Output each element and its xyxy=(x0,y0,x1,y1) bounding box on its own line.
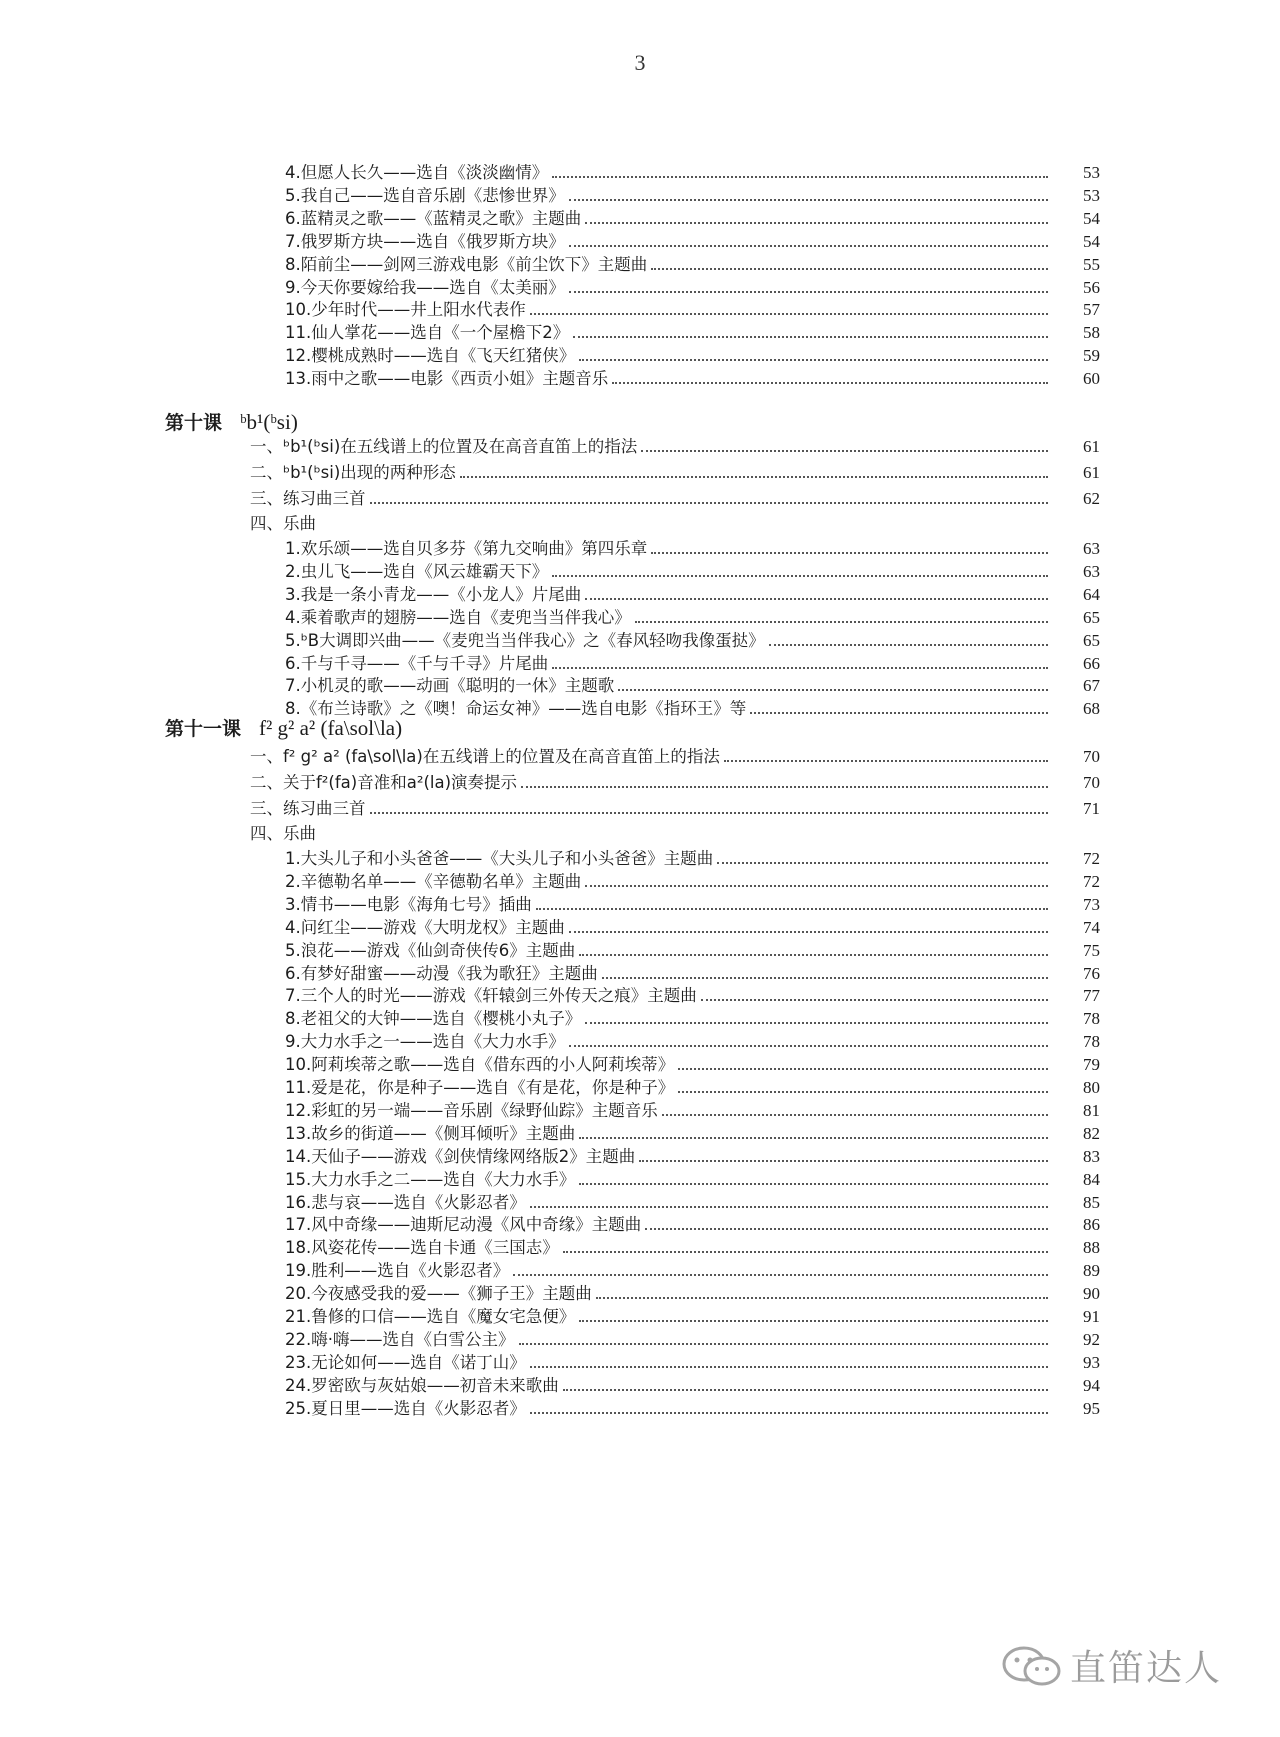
leader-dots xyxy=(596,1296,1048,1299)
leader-dots xyxy=(563,1388,1048,1391)
entry-title: 三、练习曲三首 xyxy=(250,488,366,508)
entry-title: 20.今夜感受我的爱——《狮子王》主题曲 xyxy=(285,1284,592,1304)
entry-title: 12.彩虹的另一端——音乐剧《绿野仙踪》主题音乐 xyxy=(285,1100,658,1120)
entry-title: 11.仙人掌花——选自《一个屋檐下2》 xyxy=(285,323,570,343)
page-ref: 84 xyxy=(1083,1169,1100,1189)
page-ref: 61 xyxy=(1083,437,1100,456)
page-ref: 54 xyxy=(1083,208,1100,228)
leader-dots xyxy=(651,267,1048,270)
leader-dots xyxy=(536,907,1048,910)
leader-dots xyxy=(569,930,1048,933)
page-ref: 81 xyxy=(1083,1100,1100,1120)
entry-title: 13.雨中之歌——电影《西贡小姐》主题音乐 xyxy=(285,369,609,389)
toc-section xyxy=(250,508,1100,534)
entry-title: 一、f² g² a² (fa\sol\la)在五线谱上的位置及在高音直笛上的指法 xyxy=(250,747,720,766)
page-ref: 89 xyxy=(1083,1261,1100,1281)
page-ref: 72 xyxy=(1083,871,1100,891)
page-ref: 90 xyxy=(1083,1284,1100,1304)
page-ref: 53 xyxy=(1083,163,1100,182)
leader-dots xyxy=(530,1411,1048,1414)
entry-title: 6.蓝精灵之歌——《蓝精灵之歌》主题曲 xyxy=(285,208,582,228)
leader-dots xyxy=(724,759,1048,762)
leader-dots xyxy=(579,953,1048,956)
page-ref: 65 xyxy=(1083,607,1100,627)
entry-title: 10.阿莉埃蒂之歌——选自《借东西的小人阿莉埃蒂》 xyxy=(285,1055,675,1075)
lesson-title: 第十课 xyxy=(165,412,223,434)
page-ref: 70 xyxy=(1083,747,1100,766)
toc-section xyxy=(250,767,1100,793)
leader-dots xyxy=(701,998,1048,1001)
leader-dots xyxy=(651,551,1048,554)
page-ref: 88 xyxy=(1083,1238,1100,1258)
leader-dots xyxy=(563,1250,1048,1253)
toc-section xyxy=(250,793,1100,819)
lesson-note: f² g² a² (fa\sol\la) xyxy=(259,716,403,740)
page-ref: 86 xyxy=(1083,1215,1100,1235)
entry-title: 6.千与千寻——《千与千寻》片尾曲 xyxy=(285,653,549,673)
lesson-title: 第十一课 xyxy=(165,718,242,740)
leader-dots xyxy=(370,501,1049,504)
entry-title: 1.大头儿子和小头爸爸——《大头儿子和小头爸爸》主题曲 xyxy=(285,849,714,868)
toc-section xyxy=(250,818,1100,844)
entry-title: 15.大力水手之二——选自《大力水手》 xyxy=(285,1169,576,1189)
entry-title: 25.夏日里——选自《火影忍者》 xyxy=(285,1398,526,1418)
page-ref: 93 xyxy=(1083,1352,1100,1372)
page-ref: 68 xyxy=(1083,699,1100,719)
entry-title: 12.樱桃成熟时——选自《飞天红猪侠》 xyxy=(285,346,576,366)
entry-title: 23.无论如何——选自《诺丁山》 xyxy=(285,1352,526,1372)
toc-entry xyxy=(285,693,1100,719)
entry-title: 三、练习曲三首 xyxy=(250,798,366,818)
entry-title: 24.罗密欧与灰姑娘——初音未来歌曲 xyxy=(285,1375,559,1395)
page-ref: 92 xyxy=(1083,1329,1100,1349)
entry-title: 14.天仙子——游戏《剑侠情缘网络版2》主题曲 xyxy=(285,1146,636,1166)
wechat-icon xyxy=(1000,1644,1064,1688)
page-ref: 91 xyxy=(1083,1307,1100,1326)
entry-title: 5.浪花——游戏《仙剑奇侠传6》主题曲 xyxy=(285,940,576,960)
entry-title: 二、关于f²(fa)音准和a²(la)演奏提示 xyxy=(250,772,518,792)
page-ref: 78 xyxy=(1083,1032,1100,1052)
toc-entry xyxy=(285,363,1100,389)
leader-dots xyxy=(585,884,1048,887)
entry-title: 5.我自己——选自音乐剧《悲惨世界》 xyxy=(285,185,565,205)
page-ref: 80 xyxy=(1083,1078,1100,1097)
entry-title: 17.风中奇缘——迪斯尼动漫《风中奇缘》主题曲 xyxy=(285,1215,642,1235)
entry-title: 10.少年时代——井上阳水代表作 xyxy=(285,300,526,320)
entry-title: 7.俄罗斯方块——选自《俄罗斯方块》 xyxy=(285,231,565,251)
page-ref: 94 xyxy=(1083,1375,1100,1395)
leader-dots xyxy=(618,688,1048,691)
leader-dots xyxy=(579,1136,1048,1139)
leader-dots xyxy=(513,1273,1048,1276)
entry-title: 21.鲁修的口信——选自《魔女宅急便》 xyxy=(285,1307,576,1326)
entry-title: 8.老祖父的大钟——选自《樱桃小丸子》 xyxy=(285,1009,582,1029)
page-ref: 61 xyxy=(1083,462,1100,482)
page-ref: 59 xyxy=(1083,346,1100,366)
entry-title: 8.陌前尘——剑网三游戏电影《前尘饮下》主题曲 xyxy=(285,254,648,274)
page-ref: 55 xyxy=(1083,254,1100,274)
entry-title: 22.嗨·嗨——选自《白雪公主》 xyxy=(285,1329,515,1349)
page-ref: 67 xyxy=(1083,676,1100,696)
leader-dots xyxy=(552,666,1048,669)
leader-dots xyxy=(641,449,1048,452)
entry-title: 4.问红尘——游戏《大明龙权》主题曲 xyxy=(285,917,565,937)
leader-dots xyxy=(460,475,1048,478)
entry-title: 四、乐曲 xyxy=(250,514,316,534)
entry-title: 19.胜利——选自《火影忍者》 xyxy=(285,1261,510,1281)
page-ref: 74 xyxy=(1083,917,1100,937)
entry-title: 7.三个人的时光——游戏《轩辕剑三外传天之痕》主题曲 xyxy=(285,986,697,1006)
page-ref: 79 xyxy=(1083,1055,1100,1075)
entry-title: 3.情书——电影《海角七号》插曲 xyxy=(285,894,532,914)
leader-dots xyxy=(530,312,1048,315)
watermark xyxy=(1000,1640,1222,1691)
leader-dots xyxy=(569,244,1048,247)
page-ref: 65 xyxy=(1083,630,1100,650)
leader-dots xyxy=(602,976,1048,979)
leader-dots xyxy=(635,620,1048,623)
page-ref: 53 xyxy=(1083,185,1100,205)
lesson-11-heading xyxy=(165,711,402,741)
page-ref: 73 xyxy=(1083,894,1100,914)
leader-dots xyxy=(530,1365,1048,1368)
entry-title: 一、ᵇb¹(ᵇsi)在五线谱上的位置及在高音直笛上的指法 xyxy=(250,437,638,456)
entry-title: 4.但愿人长久——选自《淡淡幽情》 xyxy=(285,163,549,182)
entry-title: 6.有梦好甜蜜——动漫《我为歌狂》主题曲 xyxy=(285,963,598,983)
page-ref: 83 xyxy=(1083,1146,1100,1166)
leader-dots xyxy=(678,1090,1048,1093)
leader-dots xyxy=(569,290,1048,293)
lesson-note: ᵇb¹(ᵇsi) xyxy=(240,410,298,434)
page-ref: 71 xyxy=(1083,798,1100,818)
page-ref: 70 xyxy=(1083,772,1100,792)
toc-section xyxy=(250,483,1100,509)
leader-dots xyxy=(717,861,1048,864)
page-ref: 75 xyxy=(1083,940,1100,960)
leader-dots xyxy=(769,643,1048,646)
leader-dots xyxy=(612,381,1048,384)
leader-dots xyxy=(569,198,1048,201)
leader-dots xyxy=(750,711,1048,714)
entry-title: 18.风姿花传——选自卡通《三国志》 xyxy=(285,1238,559,1258)
leader-dots xyxy=(585,597,1048,600)
leader-dots xyxy=(645,1227,1048,1230)
leader-dots xyxy=(370,811,1049,814)
page-ref: 66 xyxy=(1083,653,1100,673)
page-ref: 72 xyxy=(1083,849,1100,868)
leader-dots xyxy=(579,1182,1048,1185)
leader-dots xyxy=(579,358,1048,361)
entry-title: 3.我是一条小青龙——《小龙人》片尾曲 xyxy=(285,584,582,604)
entry-title: 13.故乡的街道——《侧耳倾听》主题曲 xyxy=(285,1123,576,1143)
entry-title: 16.悲与哀——选自《火影忍者》 xyxy=(285,1192,526,1212)
entry-title: 2.辛德勒名单——《辛德勒名单》主题曲 xyxy=(285,871,582,891)
toc-section xyxy=(250,741,1100,767)
leader-dots xyxy=(579,1319,1048,1322)
entry-title: 9.大力水手之一——选自《大力水手》 xyxy=(285,1032,565,1052)
page-ref: 54 xyxy=(1083,231,1100,251)
toc-section xyxy=(250,457,1100,483)
page-ref: 57 xyxy=(1083,300,1100,320)
page-ref: 77 xyxy=(1083,986,1100,1006)
page-ref: 62 xyxy=(1083,488,1100,508)
watermark-text: 直笛达人 xyxy=(1070,1648,1223,1689)
page-ref: 95 xyxy=(1083,1398,1100,1418)
page-ref: 56 xyxy=(1083,277,1100,297)
leader-dots xyxy=(552,175,1048,178)
leader-dots xyxy=(639,1159,1048,1162)
entry-title: 1.欢乐颂——选自贝多芬《第九交响曲》第四乐章 xyxy=(285,539,648,558)
page-ref: 63 xyxy=(1083,561,1100,581)
entry-title: 5.ᵇB大调即兴曲——《麦兜当当伴我心》之《春风轻吻我像蛋挞》 xyxy=(285,630,765,650)
page-number: 3 xyxy=(634,50,646,75)
leader-dots xyxy=(678,1067,1048,1070)
entry-title: 四、乐曲 xyxy=(250,824,316,844)
toc-section xyxy=(250,431,1100,457)
page-ref: 85 xyxy=(1083,1192,1100,1212)
leader-dots xyxy=(585,221,1048,224)
leader-dots xyxy=(521,785,1048,788)
entry-title: 4.乘着歌声的翅膀——选自《麦兜当当伴我心》 xyxy=(285,607,631,627)
page-ref: 60 xyxy=(1083,369,1100,389)
leader-dots xyxy=(530,1205,1048,1208)
entry-title: 2.虫儿飞——选自《风云雄霸天下》 xyxy=(285,561,549,581)
entry-title: 8.《布兰诗歌》之《噢！命运女神》——选自电影《指环王》等 xyxy=(285,699,747,719)
entry-title: 二、ᵇb¹(ᵇsi)出现的两种形态 xyxy=(250,462,456,482)
toc-entry xyxy=(285,1393,1100,1419)
page-ref: 76 xyxy=(1083,963,1100,983)
leader-dots xyxy=(662,1113,1048,1116)
page-ref: 82 xyxy=(1083,1123,1100,1143)
leader-dots xyxy=(585,1021,1048,1024)
leader-dots xyxy=(569,1044,1048,1047)
leader-dots xyxy=(573,335,1048,338)
page-ref: 78 xyxy=(1083,1009,1100,1029)
leader-dots xyxy=(552,574,1048,577)
leader-dots xyxy=(519,1342,1049,1345)
entry-title: 9.今天你要嫁给我——选自《太美丽》 xyxy=(285,277,565,297)
page-ref: 64 xyxy=(1083,584,1100,604)
entry-title: 7.小机灵的歌——动画《聪明的一休》主题歌 xyxy=(285,676,615,696)
entry-title: 11.爱是花，你是种子——选自《有是花，你是种子》 xyxy=(285,1078,675,1097)
page-ref: 63 xyxy=(1083,539,1100,558)
page-ref: 58 xyxy=(1083,323,1100,343)
